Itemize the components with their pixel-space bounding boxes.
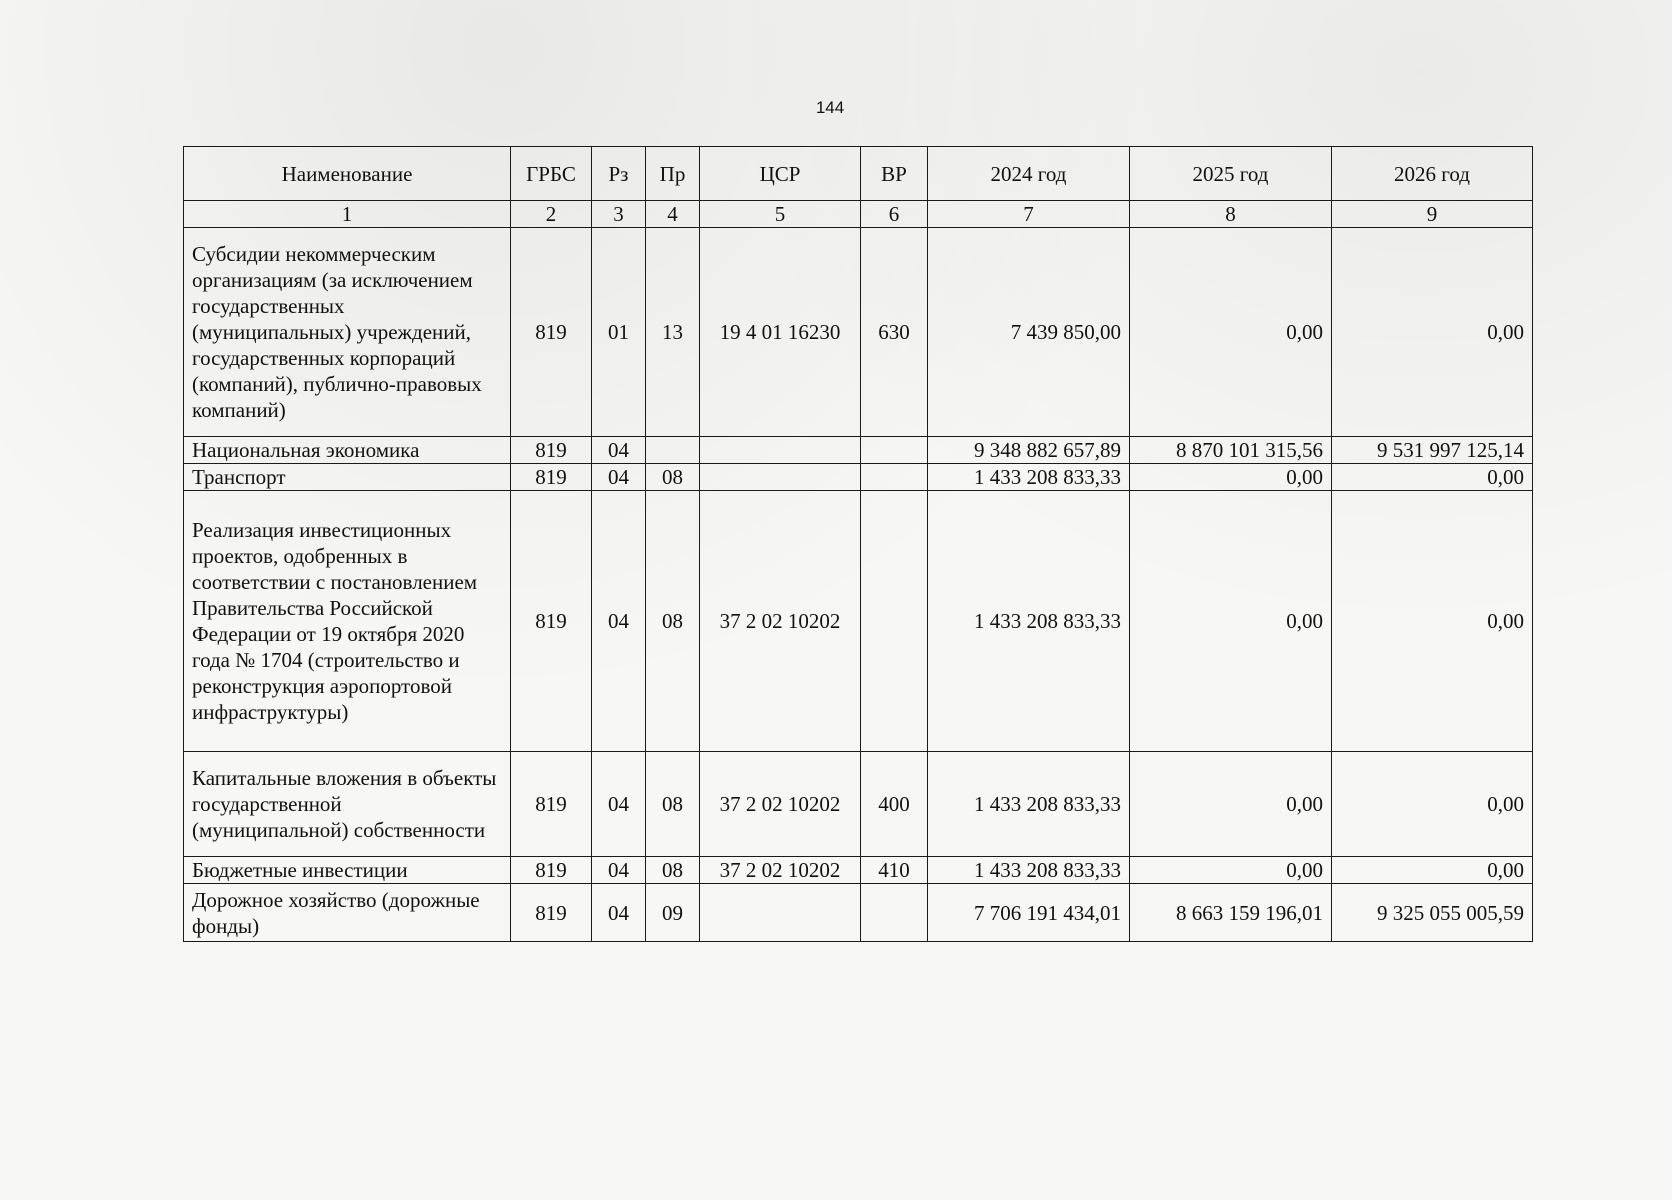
cell-name: Бюджетные инвестиции: [184, 857, 511, 884]
cell-csr: 19 4 01 16230: [700, 228, 861, 437]
column-number: 9: [1332, 201, 1533, 228]
cell-vr: 400: [861, 752, 928, 857]
header-grbs: ГРБС: [511, 147, 592, 201]
page-number: 144: [815, 98, 845, 117]
cell-grbs: 819: [511, 857, 592, 884]
cell-pr: 09: [646, 884, 700, 942]
header-name: Наименование: [184, 147, 511, 201]
table-row: [184, 464, 1533, 491]
budget-table: [183, 146, 1533, 942]
cell-name: Национальная экономика: [184, 437, 511, 464]
cell-2024: 7 439 850,00: [928, 228, 1130, 437]
header-2025: 2025 год: [1130, 147, 1332, 201]
cell-rz: 01: [592, 228, 646, 437]
table-row: [184, 752, 1533, 857]
cell-2024: 1 433 208 833,33: [928, 857, 1130, 884]
cell-2026: 9 531 997 125,14: [1332, 437, 1533, 464]
cell-csr: [700, 464, 861, 491]
cell-2024: 1 433 208 833,33: [928, 464, 1130, 491]
cell-vr: [861, 437, 928, 464]
cell-2025: 8 870 101 315,56: [1130, 437, 1332, 464]
cell-vr: [861, 491, 928, 752]
cell-2024: 9 348 882 657,89: [928, 437, 1130, 464]
cell-2026: 0,00: [1332, 491, 1533, 752]
cell-rz: 04: [592, 437, 646, 464]
cell-rz: 04: [592, 884, 646, 942]
cell-rz: 04: [592, 464, 646, 491]
header-2024: 2024 год: [928, 147, 1130, 201]
cell-grbs: 819: [511, 884, 592, 942]
cell-csr: 37 2 02 10202: [700, 752, 861, 857]
cell-2025: 0,00: [1130, 464, 1332, 491]
column-number-row: [184, 201, 1533, 228]
cell-2024: 1 433 208 833,33: [928, 491, 1130, 752]
header-csr: ЦСР: [700, 147, 861, 201]
header-2026: 2026 год: [1332, 147, 1533, 201]
cell-grbs: 819: [511, 491, 592, 752]
cell-grbs: 819: [511, 228, 592, 437]
cell-2024: 7 706 191 434,01: [928, 884, 1130, 942]
cell-2025: 8 663 159 196,01: [1130, 884, 1332, 942]
cell-vr: 410: [861, 857, 928, 884]
cell-name: Реализация инвестиционных проектов, одобренных в соответствии с постановлением Правительства Российской Федерации от 19 октября 2020 года № 1704 (строительство и реконструкция аэропортовой инфраструктуры): [184, 491, 511, 752]
cell-csr: [700, 437, 861, 464]
header-row: [184, 147, 1533, 201]
cell-vr: [861, 884, 928, 942]
cell-csr: [700, 884, 861, 942]
cell-2025: 0,00: [1130, 491, 1332, 752]
cell-csr: 37 2 02 10202: [700, 491, 861, 752]
column-number: 2: [511, 201, 592, 228]
cell-csr: 37 2 02 10202: [700, 857, 861, 884]
cell-2025: 0,00: [1130, 857, 1332, 884]
table-row: [184, 491, 1533, 752]
header-pr: Пр: [646, 147, 700, 201]
cell-grbs: 819: [511, 437, 592, 464]
cell-pr: [646, 437, 700, 464]
header-vr: ВР: [861, 147, 928, 201]
table-row: [184, 884, 1533, 942]
cell-2025: 0,00: [1130, 752, 1332, 857]
column-number: 1: [184, 201, 511, 228]
cell-pr: 08: [646, 752, 700, 857]
cell-2026: 0,00: [1332, 857, 1533, 884]
cell-rz: 04: [592, 857, 646, 884]
header-rz: Рз: [592, 147, 646, 201]
cell-2025: 0,00: [1130, 228, 1332, 437]
cell-2026: 0,00: [1332, 228, 1533, 437]
cell-pr: 08: [646, 464, 700, 491]
table-row: [184, 437, 1533, 464]
cell-2026: 0,00: [1332, 464, 1533, 491]
cell-rz: 04: [592, 752, 646, 857]
column-number: 5: [700, 201, 861, 228]
cell-vr: 630: [861, 228, 928, 437]
column-number: 8: [1130, 201, 1332, 228]
table-row: [184, 228, 1533, 437]
cell-2026: 0,00: [1332, 752, 1533, 857]
column-number: 3: [592, 201, 646, 228]
cell-2026: 9 325 055 005,59: [1332, 884, 1533, 942]
table-row: [184, 857, 1533, 884]
column-number: 4: [646, 201, 700, 228]
cell-name: Дорожное хозяйство (дорожные фонды): [184, 884, 511, 942]
cell-pr: 08: [646, 491, 700, 752]
cell-grbs: 819: [511, 752, 592, 857]
cell-name: Транспорт: [184, 464, 511, 491]
cell-vr: [861, 464, 928, 491]
column-number: 6: [861, 201, 928, 228]
column-number: 7: [928, 201, 1130, 228]
cell-rz: 04: [592, 491, 646, 752]
cell-grbs: 819: [511, 464, 592, 491]
cell-name: Капитальные вложения в объекты государственной (муниципальной) собственности: [184, 752, 511, 857]
cell-2024: 1 433 208 833,33: [928, 752, 1130, 857]
cell-pr: 13: [646, 228, 700, 437]
cell-pr: 08: [646, 857, 700, 884]
cell-name: Субсидии некоммерческим организациям (за исключением государственных (муниципальных) учреждений, государственных корпораций (компаний), публично-правовых компаний): [184, 228, 511, 437]
